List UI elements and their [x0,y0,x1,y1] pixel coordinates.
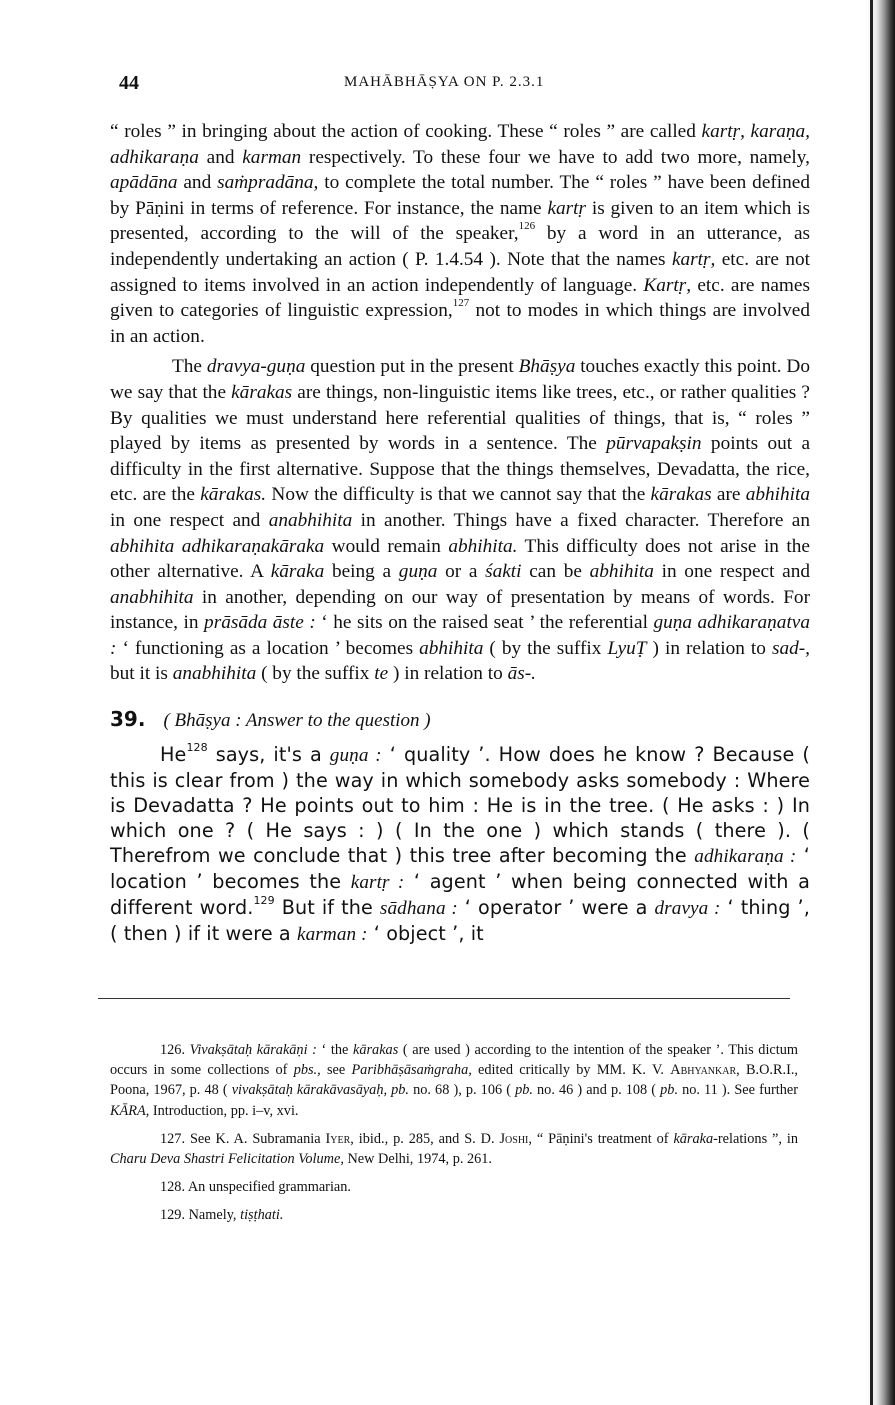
running-head: MAHĀBHĀṢYA ON P. 2.3.1 [344,74,545,90]
paragraph-2: The dravya-guṇa question put in the present Bhāṣya touches exactly this point. Do we say that the kārakas are things, non-linguistic items like trees, etc., or rather qualities ? By qualities we must understand here referential qualities of things, that is, “ roles ” played by items as presented by words in a sentence. The pūrvapakṣin points out a difficulty in the first alternative. Suppose that the things themselves, Devadatta, the rice, etc. are the kārakas. Now the difficulty is that we cannot say that the kārakas are abhihita in one respect and anabhihita in another. Things have a fixed character. Therefore an abhihita adhikaraṇakāraka would remain abhihita. This difficulty does not arise in the other alternative. A kāraka being a guṇa or a śakti can be abhihita in one respect and anabhihita in another, depending on our way of presentation by means of words. For instance, in prāsāda āste : ‘ he sits on the raised seat ’ the referential guṇa adhikaraṇatva : ‘ functioning as a location ’ becomes abhihita ( by the suffix LyuṬ ) in relation to sad-, but it is anabhihita ( by the suffix te ) in relation to ās-. [110,356,811,685]
section-number: 39. [110,707,146,732]
footnote-ref-127[interactable]: 127 [452,297,470,310]
main-text [110,119,810,947]
binding-shadow-line [870,0,873,1405]
footnote-ref-128[interactable]: 128 [186,741,208,755]
footnote-ref-126[interactable]: 126 [518,220,536,233]
footnote-ref-129[interactable]: 129 [253,894,275,908]
footnotes [110,1040,798,1234]
section-heading [110,707,810,732]
footnote-129: 129. Namely, tiṣṭhati. [160,1207,284,1224]
paragraph-1: “ roles ” in bringing about the action of cooking. These “ roles ” are called kartṛ, karaṇa, adhikaraṇa and karman respectively. To these four we have to add two more, namely, apādāna and saṁpradāna, to complete the total number. The “ roles ” have been defined by Pāṇini in terms of reference. For instance, the name kartṛ is given to an item which is presented, according to the will of the speaker,$^{126}$ by a word in an utterance, as independently undertaking an action ( P. 1.4.54 ). Note that the names kartṛ, etc. are not assigned to items involved in an action independently of language. Kartṛ, etc. are names given to categories of linguistic expression,$^{127}$ not to modes in which things are involved in an action. [110,121,811,347]
paragraph-3-translation: He$^{128}$ says, it's a guṇa : ‘ quality ’. How does he know ? Because ( this is clear from ) the way in which somebody asks somebody : Where is Devadatta ? He points out to him : He is in the tree. ( He asks : ) In which one ? ( He says : ) ( In the one ) which stands ( there ). ( Therefrom we conclude that ) this tree after becoming the adhikaraṇa : ‘ location ’ becomes the kartṛ : ‘ agent ’ when being connected with a different word.$^{129}$ But if the sādhana : ‘ operator ’ were a dravya : ‘ thing ’, ( then ) if it were a karman : ‘ object ’, it [110,741,811,946]
footnote-128: 128. An unspecified grammarian. [160,1179,351,1196]
section-title: ( Bhāṣya : Answer to the question ) [163,710,431,732]
footnote-126: 126. Vivakṣātaḥ kārakāṇi : ‘ the kārakas ( are used ) according to the intention of the speaker ’. This dictum occurs in some collections of pbs., see Paribhāṣāsaṁgraha, edited critically by MM. K. V. Abhyankar, B.O.R.I., Poona, 1967, p. 48 ( vivakṣātaḥ kārakāvasāyaḥ, pb. no. 68 ), p. 106 ( pb. no. 46 ) and p. 108 ( pb. no. 11 ). See further KĀRA, Introduction, pp. i–v, xvi. [110,1042,799,1119]
footnote-127: 127. See K. A. Subramania Iyer, ibid., p. 285, and S. D. Joshi, “ Pāṇini's treatment of kāraka-relations ”, in Charu Deva Shastri Felicitation Volume, New Delhi, 1974, p. 261. [110,1130,798,1168]
footnote-rule [98,998,790,999]
page-number: 44 [119,72,139,94]
